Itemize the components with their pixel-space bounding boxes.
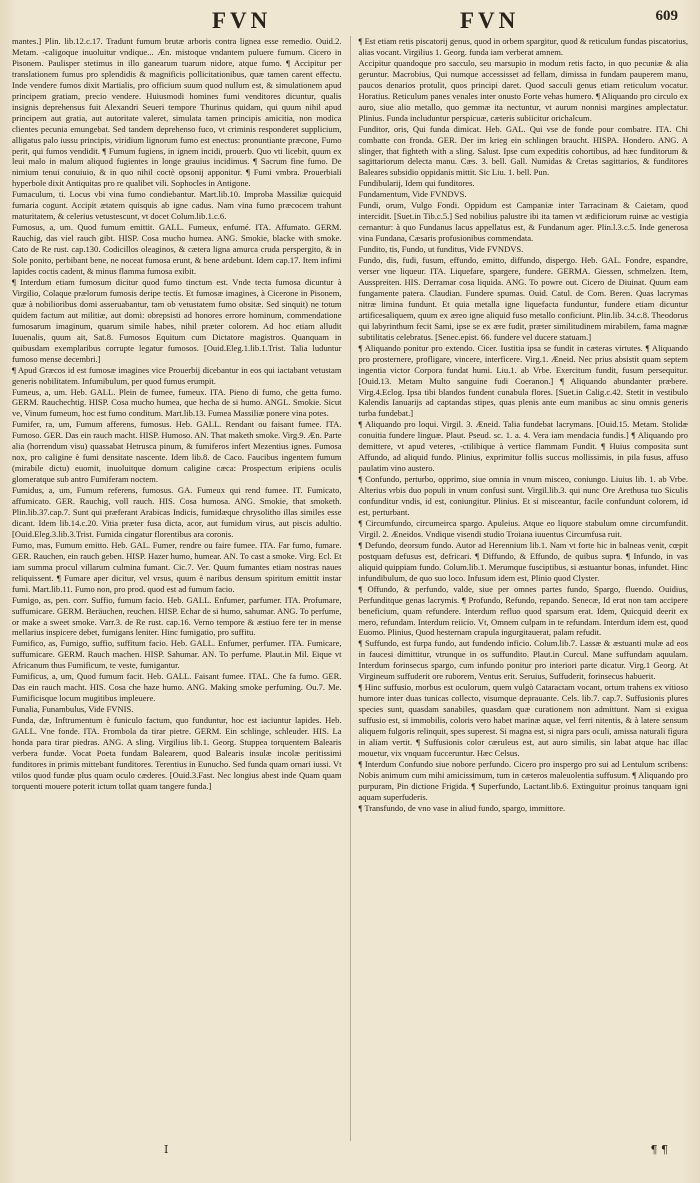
running-head-right: FVN: [460, 8, 520, 33]
dictionary-entry: ¶ Aliquando ponitur pro extendo. Cicer. Iustitia ipsa se fundit in cæteras virtutes. ¶ Aliquando pro prosternere, profligare, vincere, interficere. Virg.1. Æneid. Nec prius absistit quam septem ingentia victor Corpora fundat humi. Liu.1. ab Vrbe. Exercitum fundit, fusum persequitur. [Ouid.13. Metam Multo sanguine fudi Coeranon.] ¶ Aliquando abundanter præbere. Virg.4.Eclog. Ipsa tibi blandos fundent cunabula flores. [Suet.in Calig.c.42. Stetit in vestibulo Kalendis Ianuarijs ad captandas stipes, quas plenis ante eum manibus ac sinu omnis generis turba fundebat.]: [358, 342, 691, 419]
dictionary-entry: ¶ Suffundo, est furpa fundo, aut fundendo inficio. Colum.lib.7. Lassæ & æstuanti mulæ ad eos in faucesi dimittitur, vtrunque in os suffundito. Plaut.in Curcul. Mane suffundam aquulam. Interdum forinsecus spargo, cum infundo ponitur pro interiori parte dicatur. Virg.1 Georg. At Virgineum suffuderit ore ruborem, Ventus erit. Seruius, Suffuderit, forinsecus habuerit.: [358, 638, 691, 682]
running-head: [12, 6, 688, 36]
dictionary-entry: Funda, dæ, Inftrumentum è funiculo factum, quo funduntur, hoc est iaciuntur lapides. Heb. GALL. Vne fonde. ITA. Frombola da tirar pietre. GERM. Ein schlinge, schleuder. HIS. La honda para tirar piedras. ANG. A sling. Virgilius lib.1. Georg. Stuppea torquentem Balearis verbera fundæ. Vocat Poeta fundam Balearem, quod Balearis insulæ incolæ peritissimi funditores in primis mittebant funditores. Terentius in Eunucho. Sed funda quam ornari iussi. Vt vtilos quod fundæ plus quam oculo cæderes. [Ouid.3.Fast. Nec longius abest inde Quam quam torquenti mouere poterit ictum tollat quam tangere funda.]: [12, 715, 344, 791]
left-column: [12, 36, 342, 1141]
dictionary-entry: Fumifico, as, Fumigo, suffio, suffitum facio. Heb. GALL. Enfumer, perfumer. ITA. Fumicare, suffumicare. GERM. Rauch machen. HISP. Sahumar. AN. To perfume. Plaut.in Mil. Eique vt Africanum thus Fumificum, te veste, fumigantur.: [12, 638, 344, 671]
dictionary-entry: ¶ Offundo, & perfundo, valde, siue per omnes partes fundo, Spargo, fluendo. Ouidius, Perfunditque genas lacrymis. ¶ Profundo, Refundo, repando. Senecæ, Id erat non tam accipere beneficium, quam refundere. Interdum refluo quod sparsum erat. Idem, Quicquid deerit ex mero, refundam. Interdum reiicio. Vt, Omnem culpam in te refundam. Interdum idem est, quod Euomo. Plinius, Quod hesternam crapula ingurgitauerat, palam refudit.: [358, 583, 691, 638]
dictionary-entry: ¶ Apud Græcos id est fumosæ imagines vice Prouerbij dicebantur in eos qui iactabant vetustam generis nobilitatem. Infumibulum, per quod fumus erumpit.: [12, 364, 344, 386]
dictionary-entry: ¶ Defundo, deorsum fundo. Autor ad Herennium lib.1. Nam vt forte hic in balneas venit, cœpit postquam defusus est, defricari. ¶ Diffundo, & Effundo, de quibus supra. ¶ Infundo, in vas aliquid quippiam fundo. Colum.lib.1. Merumque fusciptibus, si æstuantur bonas, infundet. Hinc infundibulum, de quo suo loco. Infusum idem est, Plinio quod Clyster.: [358, 539, 691, 583]
page-number: 609: [655, 8, 678, 24]
dictionary-entry: Fundo, dis, fudi, fusum, effundo, emitto, diffundo, dispergo. Heb. GAL. Fondre, espandre, verser vne liqueur. ITA. Liquefare, spargere, fundere. GERMA. Giessen, schmelzen. Item, Ausspreiten. HIS. Derramar cosa liquida. ANG. To powre out. Cicero de Diuinat. Quum eam fungamente patera. Claudian. Fundere spumas. Ouid. Catul. de Com. Beren. Quas lacrymas nitræ limina fundunt. Et quia metalla igne liquefacta funduntur, fundere etiam dicuntur artificesaliquem, quum ex æreo igne aliquid fuso metallo conficiunt. Plin.lib. 34.c.8. Theodorus qui labyrinthum fecit Sami, ipse se ex ære fudit, præter similitudinem mirabilem, fama magnæ subtilitatis celebratus. [Senec.epist. 66. fundere vel ducere statuam.]: [358, 255, 691, 342]
dictionary-entry: ¶ Hinc suffusio, morbus est oculorum, quem vulgò Cataractam vocant, ortum trahens ex vitioso humore inter duas tunicas collecto, visumque deprauante. Cels. lib.7. cap.7. Suffusionis plures species sunt, quasdam sanabiles, quasdam quæ curationem non admittunt. Nam si exigua suffusio est, si immobilis, coloris vero habet marinæ aquæ, vel ferri nitentis, & à latere sensum aliquem fulgoris relinquit, spes superest. Si magna est, si nigra pars oculi, amissa naturali figura in aliam vertit. ¶ Suffusionis color cæruleus est, aut auro similis, sin labat atque hac illac mouetur, vix vnquam fucceruntur. Hæc Celsus.: [358, 682, 691, 758]
running-head-left: FVN: [212, 8, 272, 33]
dictionary-entry: Fumidus, a, um, Fumum referens, fumosus. GA. Fumeux qui rend fumee. IT. Fumicato, affumicato. GER. Rauchig, voll rauch. HIS. Cosa humosa. ANG. Smokie, that smoketh. Plin.lib.37.cap.7. Sunt qui præferant Arabicas Indicis, fumidæque chrysolitho illas similes esse dicant. Idem lib.14.c.20. Vitia præter fusa dicta, acor, aut fumidum virus, aut piscis adultio. [Ouid.Eleg.3.lib.3.Trist. Fumida cingatur florentibus ara coronis.: [12, 485, 344, 539]
dictionary-entry: Fundito, tis, Fundo, ut funditus, Vide FVNDVS.: [358, 244, 524, 255]
right-column: [358, 36, 691, 1141]
dictionary-entry: Fundamentum, Vide FVNDVS.: [358, 189, 467, 200]
dictionary-entry: mantes.] Plin. lib.12.c.17. Tradunt fumum brutæ arboris contra lignea esse remedio. Ouid.2. Metam. -caligoque inuoluitur vndique... Æn. mistoque vndantem puluere fumum. Cicero in Pisonem. Paulisper stetimus in illo ganearum tuarum nidore, atque fumo. ¶ Accipitur per translationem fumus pro splendidis & magnificis pollicitationibus, quæ tamen carent effectu. Inde vendere fumos dixit Martialis, pro officium suum quod nullum est, & simulationem apud principem gratiam, precio vendere. Huiusmodi homines fumi venditores dicuntur, qualis insignis deprehensus fuit Alexandri Seueri tempore Thurinus quidam, qui quum nihil apud principem aut gratia, aut autoritate valeret, simulata tamen principis amicitia, non modica clientes pecunia emungebat. Sed tandem deprehenso fuco, vt criminis responderet supplicium, alligatus palo iussu principis, viridium lignorum fumo est enectus: pronuntiante præcone, Fumo perit, qui fumos vendidit. ¶ Fumum fugiens, in ignem incidi, prouerb. Quo vti licebit, quum ex leui malo in malum aliquod fugientes in longe grauius incidimus. ¶ Sacrum fine fumo. De nimium tenui conuiuio, & in quo nihil coctè opsonij apponitur. ¶ Fumi vmbra. Prouerbiali hyperbole dixit Antiquitas pro re qualibet vili. Sophocles in Antigone.: [12, 36, 344, 189]
signature-mark: I: [164, 1143, 169, 1156]
catchword: ¶ ¶: [650, 1143, 668, 1156]
dictionary-entry: Fumifer, ra, um, Fumum afferens, fumosus. Heb. GALL. Rendant ou faisant fumee. ITA. Fumoso. GER. Das ein rauch macht. HISP. Humoso. AN. That maketh smoke. Virg.9. Æn. Parte alia (horrendum visu) quassabat Hetrusca pinum, & fumiferos infert Mezentius ignes. Fumosa nox, pro caligine è fumi densitate nascente. Idem lib.8. de Caco. Faucibus ingentem fumum (mirabile dictu) euomit, inuoluitque domum caligine cæca: Prospectum eripiens oculis glomeratque sub antro Fumiferam noctem.: [12, 419, 344, 485]
dictionary-entry: Fumificus, a, um, Quod fumum facit. Heb. GALL. Faisant fumee. ITAL. Che fa fumo. GER. Das ein rauch macht. HIS. Cosa che haze humo. ANG. Making smoke perfuming. Ou.7. Me. Fumificisque locum mugitibus impleuere.: [12, 671, 344, 704]
dictionary-entry: Fundibularij, Idem qui funditores.: [358, 178, 475, 189]
dictionary-entry: Fumaculum, ti. Locus vbi vina fumo condiebantur. Mart.lib.10. Improba Massiliæ quicquid fumaria cogunt. Accipit ætatem quisquis ab igne cadus. Nam vina fumo præcocem trahunt maturitatem, & celerius vetustescunt, vt docet Colum.lib.1.c.6.: [12, 189, 344, 222]
dictionary-entry: Accipitur quandoque pro sacculo, seu marsupio in modum retis facto, in quo pecuniæ & alia geruntur. Macrobius, Qui numque accessisset ad fellam, dimissa in fundam pauperem manu, paucos denarios protulit, quos principi daret. Quod sacculi genus etiam reticulum vocatur. Horatius. Reticulum panes venales inter onusto Forte vehas humero. ¶ Aliquando pro circulo ex auro, siue alio metallo, quo gemmæ ita nectuntur, vt aurum nonnisi margines amplectatur. Plinius. Funda includuntur perspicuæ, cæteris subiicitur orichalcum.: [358, 57, 691, 123]
dictionary-entry: ¶ Transfundo, de vno vase in aliud fundo, spargo, immittore.: [358, 802, 566, 813]
dictionary-entry: Fumigo, as, pen. corr. Suffio, fumum facio. Heb. GALL. Enfumer, parfumer. ITA. Profumare, suffumicare. GERM. Beräuchen, reuchen. HISP. Echar de si humo, sahumar. ANG. To perfume, or make a sweet smoke. Varr.3. de Re rust. cap.16. Verno tempore & æstiuo fere ter in mense mellarius inspicere debet, fumigans leniter. Hinc fumigatio, pro suffitu.: [12, 594, 344, 638]
dictionary-entry: ¶ Interdum Confundo siue nobore perfundo. Cicero pro inspergo pro sui ad Lentulum scribens: Nobis animum cum mihi amicissimum, tum in cæteros maleuolentia suffusum. ¶ Aliquando pro purpuram, Pin dictione Frigida. ¶ Superfundo, Lactant.lib.6. Extinguitur proinus tanquam igni aquam superfuderis.: [358, 758, 691, 802]
column-divider: [350, 36, 351, 1141]
dictionary-entry: ¶ Circumfundo, circumeirca spargo. Apuleius. Atque eo liquore stabulum omne circumfundit. Virgil. 2. Æneidos. Vndique visendi studio Troiana iuuentus Circumfusa ruit.: [358, 517, 690, 539]
dictionary-entry: Funditor, oris, Qui funda dimicat. Heb. GAL. Qui vse de fonde pour combatre. ITA. Chi combatte con fronda. GER. Der im krieg ein schlingen braucht. HISPA. Hondero. ANG. A slinger, that fighteth with a sling. Salust. Ipse cum expeditis cohortibus, ad hæc funditorum & sagittariorum delecta manu. Cæs. 3. bell. Gall. Numidas & Cretas sagittarios, & funditores Baleares subsidio oppidanis mittit. Sic Liu. 1. bell. Pun.: [358, 123, 691, 178]
text-columns: [12, 36, 691, 1141]
dictionary-entry: Fumeus, a, um. Heb. GALL. Plein de fumee, fumeux. ITA. Pieno di fumo, che getta fumo. GERM. Rauchechtig. HISP. Cosa mucho humea, que hecha de si humo. ANGL. Smokie. Sicut ve, Vinum fumeum, hoc est fumo conditum. Mart.lib.13. Fumea Massiliæ ponere vina potes.: [12, 386, 344, 419]
page-footer: [12, 1141, 688, 1165]
dictionary-entry: Fumosus, a, um. Quod fumum emittit. GALL. Fumeux, enfumé. ITA. Affumato. GERM. Rauchig, das viel rauch gibt. HISP. Cosa mucho humea. ANG. Smokie, blacke with smoke. Cato de Re rust. cap.130. Codicillos oleaginos, & cætera ligna amurca cruda perspergito, & in Sole ponito, perbibant bene, ne noceat fumosa erunt, & bene ardebunt. Idem cap.17. Item infimi lapides coctis cadent, & minus flamma fumosa exibit.: [12, 222, 344, 277]
dictionary-entry: Fundi, orum, Vulgo Fondi. Oppidum est Campaniæ inter Tarracinam & Caietam, quod intercidit. [Suet.in Tib.c.5.] Sed nobilius palustre ibi ita tamen vt ædificiorum ruinæ ac vestigia cernantur: à quo Fundanus lacus appellatus est, & Fundanum ager. Plin.l.3.c.5. Inde generosa vina Fundana, Cæsaris profusionibus commendata.: [358, 200, 691, 244]
dictionary-entry: Fumo, mas, Fumum emitto. Heb. GAL. Fumer, rendre ou faire fumee. ITA. Far fumo, fumare. GER. Rauchen, ein rauch geben. HISP. Hazer humo, humear. AN. To cast a smoke. Virg. Ecl. Et iam summa procul villarum culmina fumant. Cic.7. Ver. Quum fumantes etiam nostras naues reliquissent. ¶ Fumare aper dicitur, vel vrsus, quum è naribus densum spiritum emittit instar fumi. Mart.lib.11. Fumo non, pro prod. quod est ad fumum facio.: [12, 539, 344, 594]
dictionary-entry: ¶ Interdum etiam fumosum dicitur quod fumo tinctum est. Vnde tecta fumosa dicuntur à Virgilio, Colaque prælorum fumosis deripe tectis. Et fumosæ imagines, à Cicerone in Pisonem, quæ à nobilioribus domi asseruabantur, tam ob vetustatem fumo obsitæ. Sed sinquit) ne totum quidem factum aut militiæ, aut domi: obrepsisti ad honores errore hominum, commendatione fumosarum imaginum, quarum simile habes, nihil præter colorem. Ad hoc etiam alludit Iuuenalis, quum ait, Sat.8. Fumosos Equitum cum Dictatore magistros. Quanquam in quibusdam exemplaribus corrupte legatur fumosos. [Ouid.Eleg.1.lib.1.Trist. Talia luduntur fumoso mense decembri.]: [12, 276, 344, 364]
dictionary-entry: ¶ Confundo, perturbo, opprimo, siue omnia in vnum misceo, coniungo. Liuius lib. 1. ab Vrbe. Alterius vrbis duo populi in vnum confusi sunt. Virgil.lib.3. qui nunc Ore Arethusa tuo Siculis confunditur vndis, id est, coniungitur. Plinius. Et si misceantur, facile confundunt colorem, id est, perturbant.: [358, 474, 691, 517]
dictionary-entry: ¶ Aliquando pro loqui. Virgil. 3. Æneid. Talia fundebat lacrymans. [Ouid.15. Metam. Stolidæ conuitia fundere linguæ. Plaut. Pseud. sc. 1. a. 4. Vera iam mendacia fundis.] ¶ Aliquando pro demittere, vt apud veteres, -ctilibique à vertice flammam Fundit. ¶ Huius composita sunt Affundo, ad aliquid fundo. Plinius, exprimitur follis succus mollissimis, in pila fusus, affuso paulatim vino austero.: [358, 419, 691, 474]
dictionary-entry: Funalia, Funambulus, Vide FVNIS.: [12, 704, 134, 715]
dictionary-entry: ¶ Est etiam retis piscatorij genus, quod in orbem spargitur, quod & reticulum fundas piscatorius, alias vocant. Virgilius 1. Georg. funda iam verberat amnem.: [358, 36, 691, 57]
